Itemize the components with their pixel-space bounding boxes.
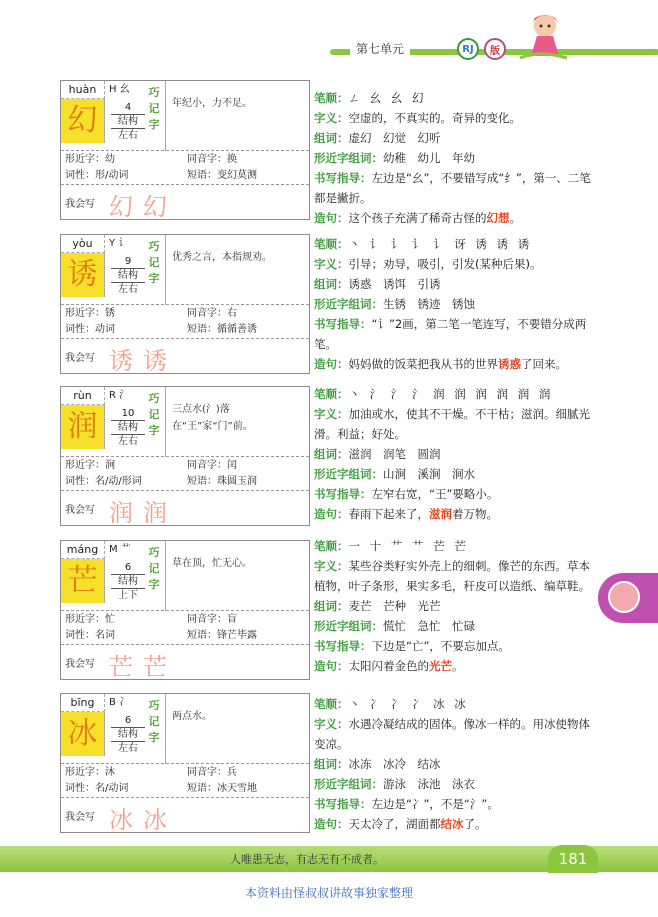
stroke-order: 笔顺：一 十 艹 艹 芒 芒 (314, 539, 469, 553)
structure-value: 上下 (118, 590, 138, 601)
homophone: 同音字：兵 (187, 767, 237, 778)
write-label: 我会写 (65, 659, 95, 670)
stroke-info (111, 101, 145, 142)
stroke-count: 9 (111, 255, 145, 269)
writing-guide: 书写指导：下边是“亡”，不要忘加点。 (314, 639, 510, 653)
example-sentence: 造句：太阳闪着金色的光芒。 (314, 659, 464, 673)
big-character: 幻 (61, 99, 105, 143)
example-sentence: 造句：春雨下起来了，滋润着万物。 (314, 507, 498, 521)
unit-title: 第七单元 (350, 40, 410, 57)
source-credit: 本资料由怪叔叔讲故事独家整理 (244, 886, 413, 900)
stroke-info (111, 407, 145, 448)
mascot-face-icon (608, 581, 640, 613)
explanation-block-2 (314, 234, 596, 374)
part-of-speech: 词性：名/动/形词 (65, 476, 142, 487)
phrase: 短语：冰天雪地 (187, 783, 257, 794)
word-group: 组词：滋润 润笔 圆润 (314, 447, 441, 461)
big-character: 诱 (61, 253, 105, 297)
mascot-girl-icon (515, 8, 570, 63)
similar-char: 形近字：锈 (65, 308, 115, 319)
memory-tag: 巧 记 字 (148, 699, 160, 744)
pinyin: rùn (61, 387, 105, 405)
structure-value: 左右 (118, 436, 138, 447)
memory-tag: 巧 记 字 (148, 392, 160, 437)
radical: H 幺 (109, 84, 130, 95)
big-character: 润 (61, 405, 105, 449)
big-character: 冰 (61, 712, 105, 756)
memory-tip: 草在顶，忙无心。 (165, 541, 310, 611)
structure-label: 结构 (111, 728, 145, 742)
radical: Y 讠 (109, 238, 129, 249)
homophone: 同音字：右 (187, 308, 237, 319)
pinyin: máng (61, 541, 105, 559)
part-of-speech: 词性：名词 (65, 630, 115, 641)
writing-guide: 书写指导：左窄右宽，“王”要略小。 (314, 487, 499, 501)
write-label: 我会写 (65, 199, 95, 210)
memory-tag: 巧 记 字 (148, 86, 160, 131)
similar-word-group: 形近字组词：生锈 锈迹 锈蚀 (314, 297, 475, 311)
pinyin: yòu (61, 235, 105, 253)
footer-motto: 人唯患无志，有志无有不成者。 (230, 853, 384, 866)
structure-value: 左右 (118, 130, 138, 141)
similar-char: 形近字：忙 (65, 614, 115, 625)
structure-label: 结构 (111, 115, 145, 129)
trace-characters: 诱诱 (109, 347, 177, 375)
pinyin: huàn (61, 81, 105, 99)
memory-tip: 优秀之言，本指规劝。 (165, 235, 310, 305)
example-sentence: 造句：天太冷了，湖面都结冰了。 (314, 817, 487, 831)
meaning: 字义：引导；劝导，吸引，引发(某种后果)。 (314, 257, 542, 271)
stroke-order: 笔顺：丶 冫 冫 冫 冰 冰 (314, 697, 469, 711)
write-label: 我会写 (65, 505, 95, 516)
word-group: 组词：冰冻 冰冷 结冰 (314, 757, 441, 771)
trace-characters: 幻幻 (109, 193, 177, 221)
homophone: 同音字：盲 (187, 614, 237, 625)
memory-tag: 巧 记 字 (148, 546, 160, 591)
pinyin: bīng (61, 694, 105, 712)
meaning: 字义：空虚的，不真实的。奇异的变化。 (314, 111, 521, 125)
similar-word-group: 形近字组词：游泳 泳池 泳衣 (314, 777, 475, 791)
phrase: 短语：珠圆玉润 (187, 476, 257, 487)
similar-char: 形近字：沐 (65, 767, 115, 778)
memory-tag: 巧 记 字 (148, 240, 160, 285)
memory-tip: 三点水(氵)落在“王”家“门”前。 (165, 387, 310, 457)
write-label: 我会写 (65, 812, 95, 823)
structure-label: 结构 (111, 269, 145, 283)
char-card-4 (60, 540, 310, 680)
similar-char: 形近字：涧 (65, 460, 115, 471)
radical: M 艹 (109, 544, 131, 555)
stroke-order: 笔顺：丶 氵 氵 氵 润 润 润 润 润 润 (314, 387, 554, 401)
phrase: 短语：循循善诱 (187, 324, 257, 335)
explanation-block-5 (314, 694, 596, 834)
char-card-2 (60, 234, 310, 374)
structure-label: 结构 (111, 421, 145, 435)
radical: B 冫 (109, 697, 130, 708)
structure-label: 结构 (111, 575, 145, 589)
edition-badge: RJ (457, 38, 479, 60)
meaning: 字义：水遇冷凝结成的固体。像冰一样的。用冰使物体变凉。 (314, 717, 590, 751)
similar-word-group: 形近字组词：山涧 溪涧 涧水 (314, 467, 475, 481)
phrase: 短语：变幻莫测 (187, 170, 257, 181)
writing-guide: 书写指导：左边是“幺”，不要错写成“纟”，第一、二笔都是撇折。 (314, 171, 591, 205)
part-of-speech: 词性：动词 (65, 324, 115, 335)
edition-badge-ban: 版 (484, 38, 506, 60)
explanation-block-1 (314, 88, 596, 228)
homophone: 同音字：闰 (187, 460, 237, 471)
structure-value: 左右 (118, 743, 138, 754)
word-group: 组词：诱惑 诱饵 引诱 (314, 277, 441, 291)
stroke-info (111, 714, 145, 755)
memory-tip: 年纪小，力不足。 (165, 81, 310, 151)
big-character: 芒 (61, 559, 105, 603)
stroke-count: 6 (111, 561, 145, 575)
stroke-count: 4 (111, 101, 145, 115)
page-number: 181 (548, 845, 598, 873)
radical: R 氵 (109, 390, 130, 401)
example-sentence: 造句：妈妈做的饭菜把我从书的世界诱惑了回来。 (314, 357, 567, 371)
trace-characters: 冰冰 (109, 806, 177, 834)
meaning: 字义：加油或水，使其不干燥。不干枯；滋润。细腻光滑。利益；好处。 (314, 407, 590, 441)
memory-tip: 两点水。 (165, 694, 310, 764)
phrase: 短语：锋芒毕露 (187, 630, 257, 641)
trace-characters: 芒芒 (109, 653, 177, 681)
char-card-1 (60, 80, 310, 220)
word-group: 组词：虚幻 幻觉 幻听 (314, 131, 441, 145)
page-header (0, 0, 658, 68)
writing-guide: 书写指导：“讠”2画，第二笔一笔连写，不要错分成两笔。 (314, 317, 587, 351)
part-of-speech: 词性：形/动词 (65, 170, 129, 181)
part-of-speech: 词性：名/动词 (65, 783, 129, 794)
explanation-block-3 (314, 384, 596, 524)
structure-value: 左右 (118, 284, 138, 295)
trace-characters: 润润 (109, 499, 177, 527)
stroke-info (111, 255, 145, 296)
example-sentence: 造句：这个孩子充满了稀奇古怪的幻想。 (314, 211, 521, 225)
stroke-info (111, 561, 145, 602)
char-card-5 (60, 693, 310, 833)
similar-word-group: 形近字组词：幼稚 幼儿 年幼 (314, 151, 475, 165)
stroke-order: 笔顺：丶 讠 讠 讠 讠 讶 诱 诱 诱 (314, 237, 533, 251)
homophone: 同音字：换 (187, 154, 237, 165)
side-mascot-tab (598, 573, 658, 623)
writing-guide: 书写指导：左边是“冫”，不是“氵”。 (314, 797, 499, 811)
similar-char: 形近字：幼 (65, 154, 115, 165)
char-card-3 (60, 386, 310, 526)
similar-word-group: 形近字组词：慌忙 急忙 忙碌 (314, 619, 475, 633)
word-group: 组词：麦芒 芒种 光芒 (314, 599, 441, 613)
stroke-count: 6 (111, 714, 145, 728)
write-label: 我会写 (65, 353, 95, 364)
meaning: 字义：某些谷类籽实外壳上的细刺。像芒的东西。草本植物，叶子条形，果实多毛，秆皮可以造纸、编草鞋。 (314, 559, 590, 593)
stroke-order: 笔顺：ㄥ 幺 幺 幻 (314, 91, 427, 105)
stroke-count: 10 (111, 407, 145, 421)
explanation-block-4 (314, 536, 596, 676)
